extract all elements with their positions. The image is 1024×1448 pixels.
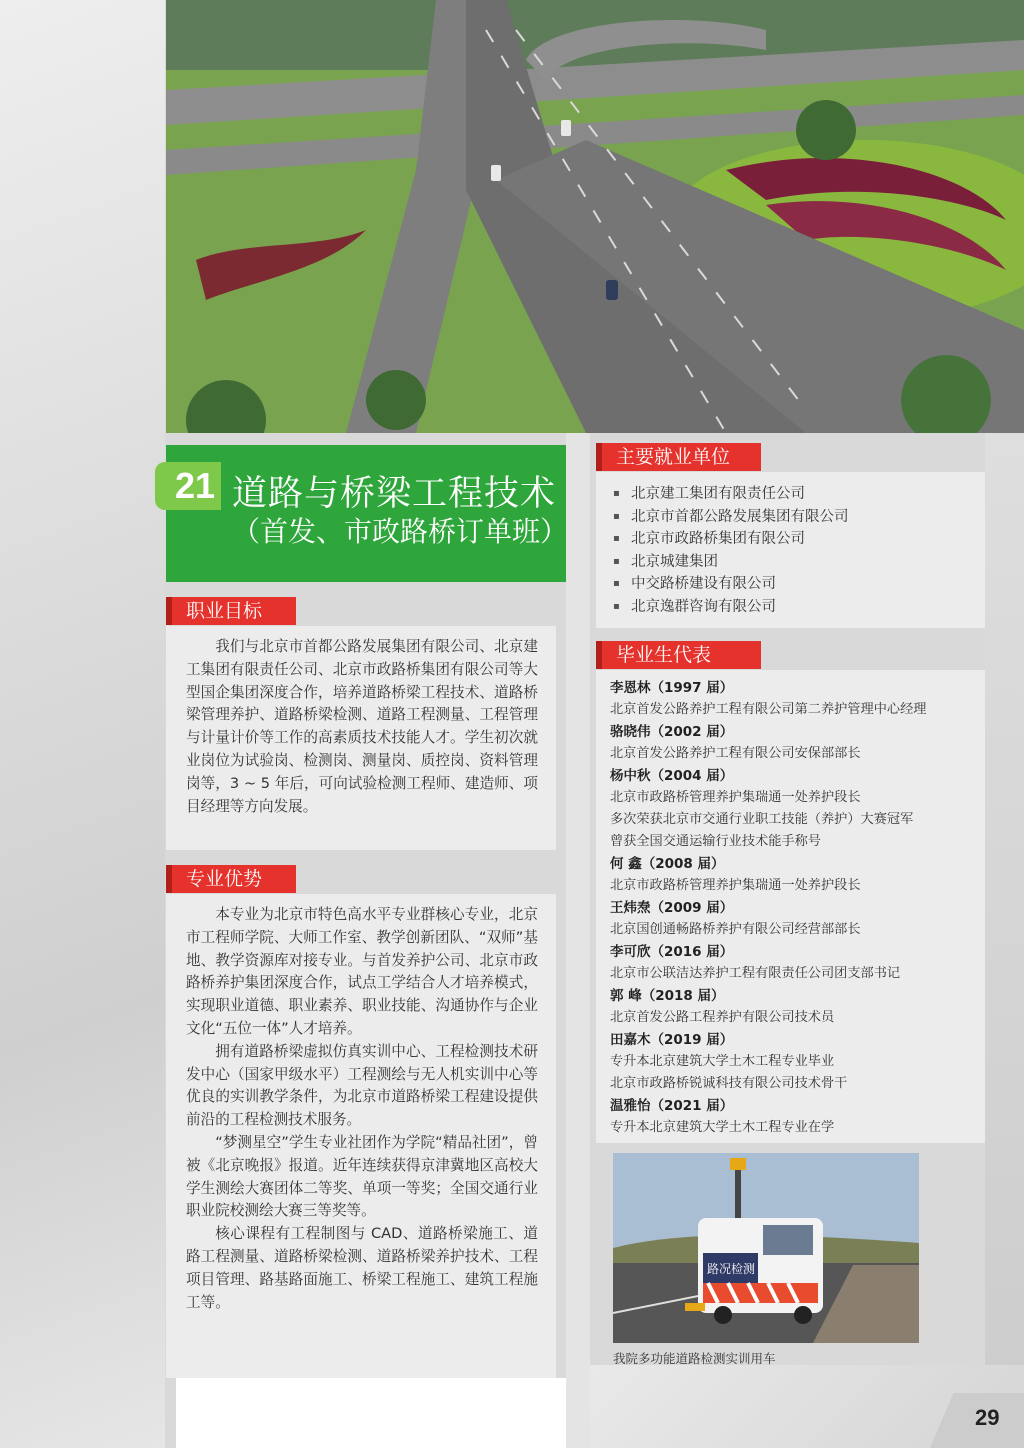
- alumni-detail: 北京市政路桥管理养护集瑞通一处养护段长: [610, 878, 861, 893]
- program-number: 21: [175, 465, 216, 506]
- alumni-detail: 专升本北京建筑大学土木工程专业在学: [610, 1120, 835, 1135]
- alumni-name: 杨中秋（2004 届）: [610, 768, 734, 784]
- background-strip: [176, 1378, 566, 1448]
- alumni-name: 王炜焘（2009 届）: [610, 900, 734, 916]
- alumni-name: 田嘉木（2019 届）: [610, 1032, 734, 1048]
- employers-heading: 主要就业单位: [596, 443, 761, 471]
- alumni-detail: 北京首发公路工程养护有限公司技术员: [610, 1010, 835, 1025]
- background-gutter: [566, 433, 590, 1448]
- alumni-detail: 北京市公联洁达养护工程有限责任公司团支部书记: [610, 966, 901, 981]
- alumni-detail: 北京市政路桥锐诚科技有限公司技术骨干: [610, 1076, 848, 1091]
- career-goal-heading: 职业目标: [166, 597, 296, 625]
- employer-item: ▪ 北京市首都公路发展集团有限公司: [613, 506, 985, 529]
- alumni-detail: 专升本北京建筑大学土木工程专业毕业: [610, 1054, 835, 1069]
- advantages-heading: 专业优势: [166, 865, 296, 893]
- page-number: 29: [975, 1405, 1000, 1430]
- career-goal-text: 我们与北京市首都公路发展集团有限公司、北京建工集团有限责任公司、北京市政路桥集团有限公司等大型国企集团深度合作，培养道路桥梁工程技术、道路桥梁管理养护、道路桥梁检测、道路工程测量、工程管理与计量计价等工作的高素质技术技能人才。学生初次就业岗位为试验岗、检测岗、测量岗、质控岗、资料管理岗等，3 ~ 5 年后，可向试验检测工程师、建造师、项目经理等方向发展。: [186, 638, 538, 815]
- alumni-name: 骆晓伟（2002 届）: [610, 724, 734, 740]
- program-title: 道路与桥梁工程技术: [232, 474, 557, 514]
- alumni-name: 李恩林（1997 届）: [610, 680, 734, 696]
- alumni-detail: 北京市政路桥管理养护集瑞通一处养护段长: [610, 790, 861, 805]
- alumni-name: 何 鑫（2008 届）: [610, 856, 725, 872]
- hero-highway-photo: [166, 0, 1024, 433]
- alumni-heading: 毕业生代表: [596, 641, 761, 669]
- alumni-name: 温雅怡（2021 届）: [610, 1098, 734, 1114]
- alumni-detail: 北京首发公路养护工程有限公司安保部部长: [610, 746, 861, 761]
- alumni-detail: 北京国创通畅路桥养护有限公司经营部部长: [610, 922, 861, 937]
- alumni-panel: [596, 670, 985, 1143]
- career-goal-panel: [166, 626, 556, 850]
- advantages-paragraph: 拥有道路桥梁虚拟仿真实训中心、工程检测技术研发中心（国家甲级水平）工程测绘与无人机实训中心等优良的实训教学条件，为北京市道路桥梁工程建设提供前沿的工程检测技术服务。: [186, 1042, 538, 1129]
- employer-item: ▪ 北京市政路桥集团有限公司: [613, 528, 985, 551]
- inspection-vehicle-photo: [613, 1153, 919, 1343]
- alumni-detail: 北京首发公路养护工程有限公司第二养护管理中心经理: [610, 702, 927, 717]
- advantages-paragraph: 本专业为北京市特色高水平专业群核心专业，北京市工程师学院、大师工作室、教学创新团队、“双师”基地、教学资源库对接专业。与首发养护公司、北京市政路桥养护集团深度合作，试点工学结合人才培养模式，实现职业道德、职业素养、职业技能、沟通协作与企业文化“五位一体”人才培养。: [186, 906, 538, 1037]
- employer-item: ▪ 北京建工集团有限责任公司: [613, 483, 985, 506]
- advantages-paragraph: 核心课程有工程制图与 CAD、道路桥梁施工、道路工程测量、道路桥梁检测、道路桥梁养护技术、工程项目管理、路基路面施工、桥梁工程施工、建筑工程施工等。: [186, 1225, 538, 1311]
- advantages-panel: [166, 894, 556, 1378]
- background-facet-left: [0, 0, 165, 1448]
- employer-item: ▪ 北京城建集团: [613, 551, 985, 574]
- employer-item: ▪ 中交路桥建设有限公司: [613, 573, 985, 596]
- alumni-name: 郭 峰（2018 届）: [610, 988, 725, 1004]
- program-subtitle: （首发、市政路桥订单班）: [232, 515, 569, 548]
- advantages-paragraph: “梦测星空”学生专业社团作为学院“精品社团”，曾被《北京晚报》报道。近年连续获得京津冀地区高校大学生测绘大赛团体二等奖、单项一等奖；全国交通行业职业院校测绘大赛三等奖等。: [186, 1133, 538, 1220]
- vehicle-label: 路况检测: [706, 1262, 756, 1276]
- employers-list: [613, 483, 985, 618]
- alumni-detail: 多次荣获北京市交通行业职工技能（养护）大赛冠军: [610, 812, 914, 827]
- employers-panel: [596, 472, 985, 628]
- photo-caption: 我院多功能道路检测实训用车: [613, 1351, 776, 1366]
- employer-item: ▪ 北京逸群咨询有限公司: [613, 596, 985, 619]
- alumni-detail: 曾获全国交通运输行业技术能手称号: [610, 834, 821, 849]
- alumni-name: 李可欣（2016 届）: [610, 944, 734, 960]
- background-facet-right: [985, 433, 1024, 1433]
